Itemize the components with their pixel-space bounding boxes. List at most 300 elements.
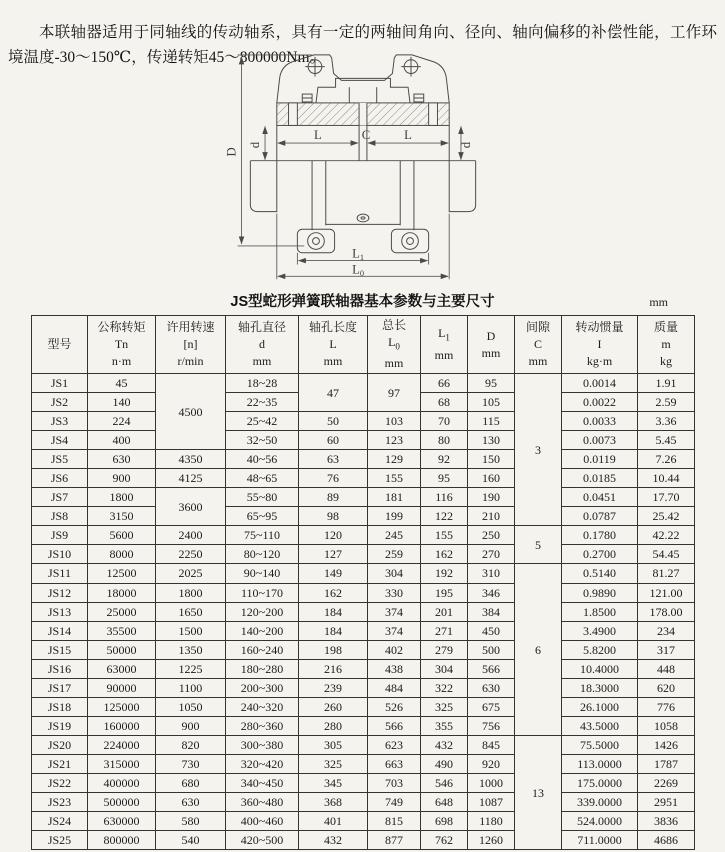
- table-cell: 271: [421, 621, 468, 640]
- table-cell: 201: [421, 602, 468, 621]
- table-cell: 115: [468, 412, 515, 431]
- table-cell: 12500: [88, 564, 156, 583]
- table-cell: 200~300: [226, 678, 299, 697]
- table-cell: 198: [299, 640, 368, 659]
- dim-label-C: C: [361, 128, 370, 143]
- table-cell: JS16: [32, 659, 88, 678]
- table-cell: 98: [299, 507, 368, 526]
- table-cell: 675: [468, 697, 515, 716]
- table-row: [32, 526, 695, 545]
- table-cell: 0.0787: [562, 507, 638, 526]
- table-body: [32, 374, 695, 850]
- coupling-section-drawing: [163, 50, 563, 290]
- table-row: [32, 697, 695, 716]
- table-cell: JS21: [32, 754, 88, 773]
- table-cell: 160~240: [226, 640, 299, 659]
- table-cell: 566: [468, 659, 515, 678]
- keyway-slot-right: [428, 103, 437, 126]
- table-cell: 730: [156, 754, 226, 773]
- dim-label-d-right: d: [458, 141, 473, 149]
- table-cell: 113.0000: [562, 754, 638, 773]
- column-header: 轴孔直径 d mm: [226, 316, 299, 374]
- table-cell: 216: [299, 659, 368, 678]
- table-cell: 325: [299, 754, 368, 773]
- table-cell: 0.1780: [562, 526, 638, 545]
- table-cell: 66: [421, 374, 468, 393]
- table-cell: 149: [299, 564, 368, 583]
- table-cell: 450: [468, 621, 515, 640]
- table-cell: 210: [468, 507, 515, 526]
- table-cell: 3150: [88, 507, 156, 526]
- table-cell: 60: [299, 431, 368, 450]
- table-cell: 355: [421, 716, 468, 735]
- table-cell: 103: [368, 412, 421, 431]
- table-cell: 630: [88, 450, 156, 469]
- table-cell: JS19: [32, 716, 88, 735]
- table-cell: 400000: [88, 773, 156, 792]
- table-cell: 181: [368, 488, 421, 507]
- table-cell: 2250: [156, 545, 226, 564]
- table-cell: 130: [468, 431, 515, 450]
- table-row: [32, 812, 695, 831]
- table-cell: 0.5140: [562, 564, 638, 583]
- table-cell: 3.36: [638, 412, 695, 431]
- table-cell: 0.0451: [562, 488, 638, 507]
- table-cell: 80: [421, 431, 468, 450]
- table-cell: 190: [468, 488, 515, 507]
- column-header: 间隙 C mm: [515, 316, 562, 374]
- table-cell: 900: [156, 716, 226, 735]
- table-cell: 317: [638, 640, 695, 659]
- coupling-spec-table: [31, 315, 695, 850]
- table-cell: 63000: [88, 659, 156, 678]
- table-cell: 6: [515, 564, 562, 735]
- table-cell: 184: [299, 602, 368, 621]
- table-cell: 123: [368, 431, 421, 450]
- table-cell: 76: [299, 469, 368, 488]
- table-cell: 224000: [88, 735, 156, 754]
- housing-top: [276, 55, 448, 103]
- table-cell: 90000: [88, 678, 156, 697]
- table-cell: 110~170: [226, 583, 299, 602]
- table-cell: 623: [368, 735, 421, 754]
- table-cell: 129: [368, 450, 421, 469]
- table-row: [32, 602, 695, 621]
- table-cell: 81.27: [638, 564, 695, 583]
- table-cell: 180~280: [226, 659, 299, 678]
- table-cell: 18000: [88, 583, 156, 602]
- table-cell: 224: [88, 412, 156, 431]
- table-cell: 401: [299, 812, 368, 831]
- table-cell: 2951: [638, 793, 695, 812]
- table-cell: 340~450: [226, 773, 299, 792]
- table-cell: 68: [421, 393, 468, 412]
- table-row: [32, 469, 695, 488]
- table-cell: 4686: [638, 831, 695, 850]
- lug-bolt-left-icon: [307, 233, 324, 250]
- table-cell: 1.8500: [562, 602, 638, 621]
- table-cell: 374: [368, 621, 421, 640]
- table-cell: 150: [468, 450, 515, 469]
- table-cell: 5.8200: [562, 640, 638, 659]
- table-cell: 195: [421, 583, 468, 602]
- table-cell: 160: [468, 469, 515, 488]
- table-cell: 630: [468, 678, 515, 697]
- table-cell: 54.45: [638, 545, 695, 564]
- column-header: 总长 $L_0$ mm: [368, 316, 421, 374]
- table-cell: 1800: [156, 583, 226, 602]
- table-cell: 10.44: [638, 469, 695, 488]
- table-cell: 500000: [88, 793, 156, 812]
- table-row: [32, 412, 695, 431]
- table-cell: 75.5000: [562, 735, 638, 754]
- table-cell: JS1: [32, 374, 88, 393]
- table-cell: 234: [638, 621, 695, 640]
- table-row: [32, 583, 695, 602]
- table-cell: 815: [368, 812, 421, 831]
- dim-label-L-right: L: [403, 128, 412, 143]
- table-row: [32, 773, 695, 792]
- table-cell: JS14: [32, 621, 88, 640]
- table-cell: 339.0000: [562, 793, 638, 812]
- table-cell: JS7: [32, 488, 88, 507]
- table-cell: 8000: [88, 545, 156, 564]
- table-cell: 800000: [88, 831, 156, 850]
- table-cell: 346: [468, 583, 515, 602]
- table-cell: 127: [299, 545, 368, 564]
- table-row: [32, 793, 695, 812]
- table-row: [32, 431, 695, 450]
- table-cell: 703: [368, 773, 421, 792]
- table-cell: 1058: [638, 716, 695, 735]
- column-header: 公称转矩 Tn n·m: [88, 316, 156, 374]
- table-cell: 47: [299, 374, 368, 412]
- intro-paragraph: 本联轴器适用于同轴线的传动轴系，具有一定的两轴间角向、径向、轴向偏移的补偿性能，工作环境温度-30～150℃，传递转矩45～800000Nm。: [8, 23, 717, 66]
- table-cell: 90~140: [226, 564, 299, 583]
- table-cell: 63: [299, 450, 368, 469]
- table-cell: 749: [368, 793, 421, 812]
- table-cell: JS3: [32, 412, 88, 431]
- table-cell: 1500: [156, 621, 226, 640]
- table-cell: 345: [299, 773, 368, 792]
- table-cell: JS11: [32, 564, 88, 583]
- table-cell: 1787: [638, 754, 695, 773]
- table-cell: JS13: [32, 602, 88, 621]
- table-cell: 155: [421, 526, 468, 545]
- table-cell: 2400: [156, 526, 226, 545]
- table-cell: 711.0000: [562, 831, 638, 850]
- table-cell: 5: [515, 526, 562, 564]
- table-cell: JS18: [32, 697, 88, 716]
- table-row: [32, 450, 695, 469]
- table-cell: 25.42: [638, 507, 695, 526]
- table-cell: 1087: [468, 793, 515, 812]
- table-row: [32, 640, 695, 659]
- table-cell: JS2: [32, 393, 88, 412]
- table-cell: 4500: [156, 374, 226, 450]
- column-header: 型号: [32, 316, 88, 374]
- table-cell: 260: [299, 697, 368, 716]
- dim-label-L1: L1: [351, 246, 364, 263]
- table-row: [32, 754, 695, 773]
- table-cell: JS24: [32, 812, 88, 831]
- table-cell: 420~500: [226, 831, 299, 850]
- table-cell: JS5: [32, 450, 88, 469]
- table-cell: 360~480: [226, 793, 299, 812]
- table-cell: JS12: [32, 583, 88, 602]
- table-cell: 304: [368, 564, 421, 583]
- table-cell: 22~35: [226, 393, 299, 412]
- table-cell: 160000: [88, 716, 156, 735]
- table-cell: 40~56: [226, 450, 299, 469]
- keyway-slot-left: [288, 103, 297, 126]
- table-cell: 0.0073: [562, 431, 638, 450]
- dim-label-d-left: d: [247, 141, 262, 149]
- table-cell: 315000: [88, 754, 156, 773]
- table-cell: 310: [468, 564, 515, 583]
- table-cell: 1000: [468, 773, 515, 792]
- column-header: 轴孔长度 L mm: [299, 316, 368, 374]
- table-cell: 105: [468, 393, 515, 412]
- center-gap: [359, 103, 367, 126]
- table-cell: 120: [299, 526, 368, 545]
- table-cell: JS6: [32, 469, 88, 488]
- table-row: [32, 507, 695, 526]
- table-cell: 400: [88, 431, 156, 450]
- table-cell: 546: [421, 773, 468, 792]
- table-cell: 280: [299, 716, 368, 735]
- table-cell: 55~80: [226, 488, 299, 507]
- spring-cover: [315, 78, 409, 102]
- table-cell: 526: [368, 697, 421, 716]
- column-header: 质量 m kg: [638, 316, 695, 374]
- table-row: [32, 564, 695, 583]
- table-row: [32, 735, 695, 754]
- table-cell: 1.91: [638, 374, 695, 393]
- table-cell: 239: [299, 678, 368, 697]
- table-cell: 25000: [88, 602, 156, 621]
- table-cell: 7.26: [638, 450, 695, 469]
- coupling-drawing-svg: [163, 50, 563, 290]
- table-cell: 402: [368, 640, 421, 659]
- table-cell: 140: [88, 393, 156, 412]
- table-cell: 192: [421, 564, 468, 583]
- table-cell: 50000: [88, 640, 156, 659]
- table-cell: 0.2700: [562, 545, 638, 564]
- table-cell: 490: [421, 754, 468, 773]
- table-cell: 1225: [156, 659, 226, 678]
- dim-label-L0: L0: [351, 262, 364, 278]
- table-cell: 155: [368, 469, 421, 488]
- table-cell: 97: [368, 374, 421, 412]
- table-cell: 330: [368, 583, 421, 602]
- table-cell: 680: [156, 773, 226, 792]
- table-cell: 0.0022: [562, 393, 638, 412]
- table-cell: 322: [421, 678, 468, 697]
- table-cell: 1180: [468, 812, 515, 831]
- table-cell: 845: [468, 735, 515, 754]
- table-cell: 26.1000: [562, 697, 638, 716]
- table-cell: 1650: [156, 602, 226, 621]
- table-cell: 304: [421, 659, 468, 678]
- table-cell: 698: [421, 812, 468, 831]
- table-row: [32, 374, 695, 393]
- table-cell: 89: [299, 488, 368, 507]
- column-header: 许用转速 [n] r/min: [156, 316, 226, 374]
- table-cell: JS23: [32, 793, 88, 812]
- table-cell: 368: [299, 793, 368, 812]
- table-cell: 305: [299, 735, 368, 754]
- table-cell: 3.4900: [562, 621, 638, 640]
- table-cell: 384: [468, 602, 515, 621]
- flange-band: [276, 103, 448, 126]
- table-cell: JS4: [32, 431, 88, 450]
- table-cell: 920: [468, 754, 515, 773]
- table-cell: 776: [638, 697, 695, 716]
- table-cell: 250: [468, 526, 515, 545]
- table-cell: 432: [299, 831, 368, 850]
- table-cell: 900: [88, 469, 156, 488]
- table-cell: 122: [421, 507, 468, 526]
- table-cell: 630: [156, 793, 226, 812]
- table-cell: 325: [421, 697, 468, 716]
- table-cell: 3: [515, 374, 562, 526]
- table-cell: 50: [299, 412, 368, 431]
- table-cell: 1100: [156, 678, 226, 697]
- table-cell: 280~360: [226, 716, 299, 735]
- table-cell: 5.45: [638, 431, 695, 450]
- table-cell: 25~42: [226, 412, 299, 431]
- table-cell: 620: [638, 678, 695, 697]
- table-cell: 877: [368, 831, 421, 850]
- table-cell: 240~320: [226, 697, 299, 716]
- table-cell: 95: [421, 469, 468, 488]
- table-cell: 1800: [88, 488, 156, 507]
- table-cell: JS9: [32, 526, 88, 545]
- table-cell: 140~200: [226, 621, 299, 640]
- lower-legs: [297, 161, 428, 253]
- table-cell: 762: [421, 831, 468, 850]
- table-cell: 45: [88, 374, 156, 393]
- table-cell: 432: [421, 735, 468, 754]
- table-cell: JS17: [32, 678, 88, 697]
- table-cell: JS25: [32, 831, 88, 850]
- dimension-labels: [224, 128, 472, 278]
- table-cell: 2.59: [638, 393, 695, 412]
- table-cell: 18.3000: [562, 678, 638, 697]
- table-cell: 120~200: [226, 602, 299, 621]
- table-cell: 162: [421, 545, 468, 564]
- table-cell: 35500: [88, 621, 156, 640]
- table-cell: 178.00: [638, 602, 695, 621]
- table-cell: 320~420: [226, 754, 299, 773]
- table-cell: 820: [156, 735, 226, 754]
- table-cell: 524.0000: [562, 812, 638, 831]
- table-cell: 259: [368, 545, 421, 564]
- table-cell: 1426: [638, 735, 695, 754]
- dim-label-L-left: L: [313, 128, 322, 143]
- table-cell: JS8: [32, 507, 88, 526]
- center-pin-icon: [357, 214, 369, 222]
- hub-blocks: [250, 161, 475, 212]
- table-cell: 448: [638, 659, 695, 678]
- table-cell: 18~28: [226, 374, 299, 393]
- table-row: [32, 716, 695, 735]
- table-cell: 3600: [156, 488, 226, 526]
- table-cell: JS10: [32, 545, 88, 564]
- table-cell: JS15: [32, 640, 88, 659]
- table-cell: 43.5000: [562, 716, 638, 735]
- table-cell: 4125: [156, 469, 226, 488]
- table-cell: 1260: [468, 831, 515, 850]
- table-cell: 95: [468, 374, 515, 393]
- table-cell: 630000: [88, 812, 156, 831]
- table-row: [32, 659, 695, 678]
- table-row: [32, 621, 695, 640]
- table-cell: 540: [156, 831, 226, 850]
- table-cell: 70: [421, 412, 468, 431]
- table-cell: 32~50: [226, 431, 299, 450]
- table-cell: 4350: [156, 450, 226, 469]
- table-cell: 199: [368, 507, 421, 526]
- table-cell: 0.0119: [562, 450, 638, 469]
- table-cell: 580: [156, 812, 226, 831]
- table-cell: 663: [368, 754, 421, 773]
- table-cell: 2269: [638, 773, 695, 792]
- table-row: [32, 831, 695, 850]
- table-cell: 125000: [88, 697, 156, 716]
- table-cell: 1050: [156, 697, 226, 716]
- table-cell: 279: [421, 640, 468, 659]
- table-cell: 121.00: [638, 583, 695, 602]
- table-cell: 162: [299, 583, 368, 602]
- table-cell: 92: [421, 450, 468, 469]
- table-row: [32, 488, 695, 507]
- table-cell: 500: [468, 640, 515, 659]
- table-cell: 3836: [638, 812, 695, 831]
- column-header: D mm: [468, 316, 515, 374]
- table-cell: JS22: [32, 773, 88, 792]
- table-cell: 10.4000: [562, 659, 638, 678]
- table-caption-row: [31, 290, 694, 312]
- table-title: JS型蛇形弹簧联轴器基本参数与主要尺寸: [230, 294, 495, 310]
- table-cell: 756: [468, 716, 515, 735]
- table-cell: 0.9890: [562, 583, 638, 602]
- table-cell: 80~120: [226, 545, 299, 564]
- dim-label-D: D: [224, 147, 239, 157]
- table-cell: 270: [468, 545, 515, 564]
- table-unit-note: mm: [649, 295, 668, 309]
- table-cell: 648: [421, 793, 468, 812]
- table-cell: 400~460: [226, 812, 299, 831]
- table-cell: 438: [368, 659, 421, 678]
- column-header: 转动惯量 I kg·m: [562, 316, 638, 374]
- table-cell: 65~95: [226, 507, 299, 526]
- table-cell: 42.22: [638, 526, 695, 545]
- table-cell: 116: [421, 488, 468, 507]
- table-row: [32, 678, 695, 697]
- table-cell: 2025: [156, 564, 226, 583]
- table-cell: 184: [299, 621, 368, 640]
- table-cell: 484: [368, 678, 421, 697]
- table-cell: 75~110: [226, 526, 299, 545]
- table-cell: 0.0185: [562, 469, 638, 488]
- column-header: $L_1$ mm: [421, 316, 468, 374]
- table-cell: 5600: [88, 526, 156, 545]
- table-cell: 13: [515, 735, 562, 849]
- table-cell: 48~65: [226, 469, 299, 488]
- table-cell: 374: [368, 602, 421, 621]
